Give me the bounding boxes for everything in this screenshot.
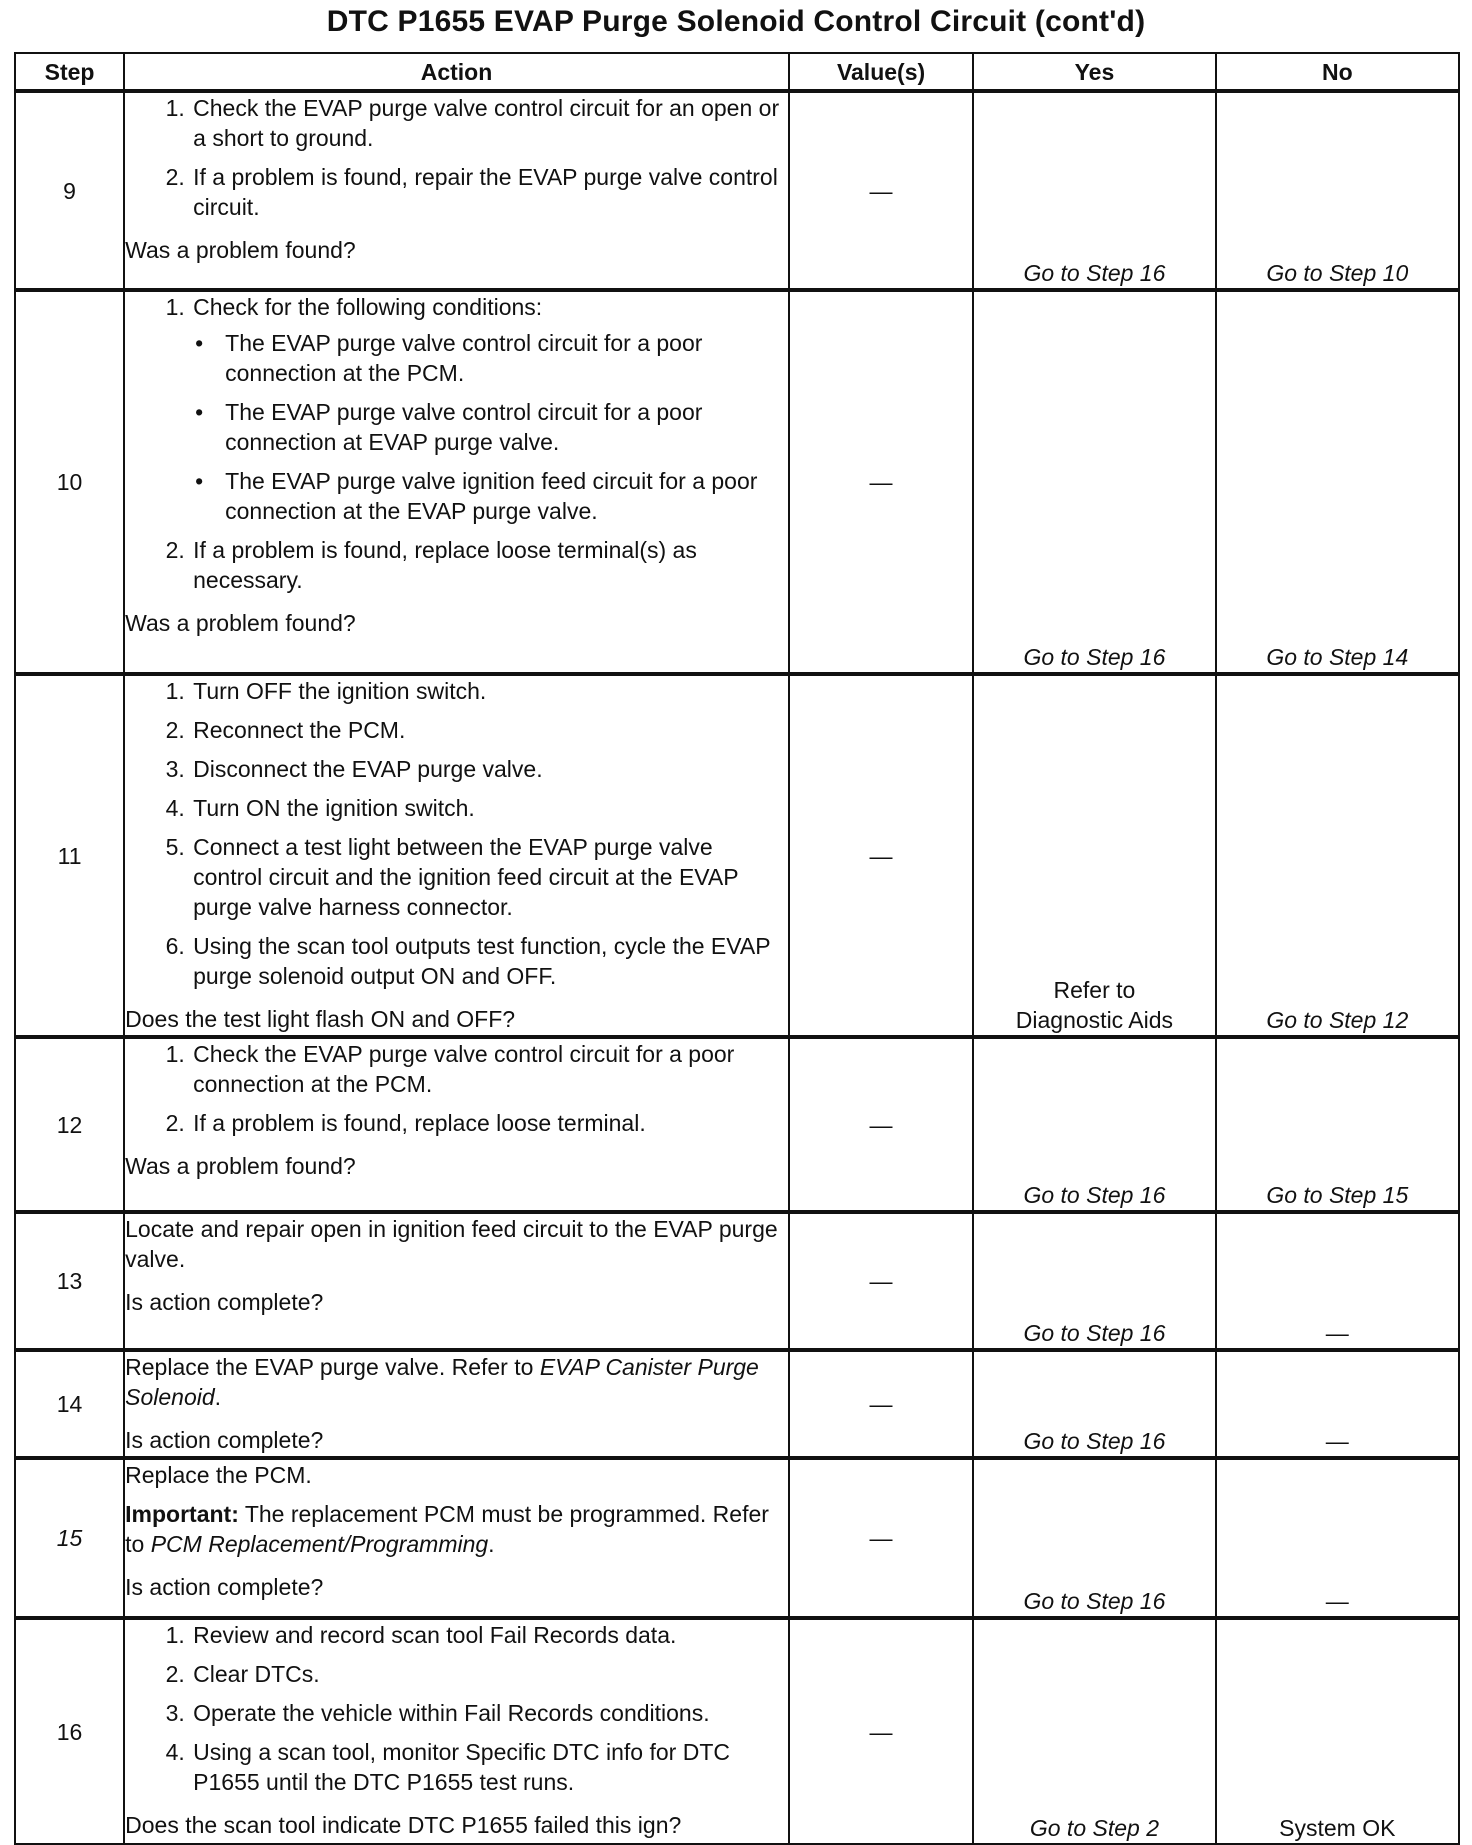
- yes-cell: [973, 1350, 1215, 1458]
- action-steps: [125, 292, 788, 604]
- yes-cell: [973, 1618, 1215, 1844]
- action-step: 2. If a problem is found, replace loose terminal(s) as necessary.: [191, 535, 788, 595]
- condition-item: • The EVAP purge valve ignition feed circuit for a poor connection at the EVAP purge valve.: [225, 466, 788, 526]
- no-cell: [1216, 290, 1459, 674]
- action-question: Is action complete?: [125, 1427, 324, 1453]
- action-steps: [125, 1039, 788, 1147]
- action-step: [191, 292, 788, 526]
- action-question: Was a problem found?: [125, 1153, 356, 1179]
- value-cell: —: [789, 1618, 973, 1844]
- action-step: 2. Reconnect the PCM.: [191, 715, 788, 745]
- action-question: Is action complete?: [125, 1574, 324, 1600]
- action-step: 3. Disconnect the EVAP purge valve.: [191, 754, 788, 784]
- no-cell: —: [1216, 1458, 1459, 1618]
- step-number: 10: [15, 290, 124, 674]
- table-row: [15, 1618, 1459, 1844]
- yes-goto: Go to Step 2: [1029, 1815, 1159, 1841]
- value-cell: —: [789, 1212, 973, 1350]
- action-text-post: .: [214, 1384, 222, 1410]
- action-cell: [124, 1350, 789, 1458]
- action-cell: [124, 1212, 789, 1350]
- value-cell: —: [789, 1458, 973, 1618]
- important-note: [125, 1499, 788, 1559]
- yes-goto: Go to Step 16: [1023, 1182, 1166, 1208]
- yes-goto: Go to Step 16: [1023, 1588, 1166, 1614]
- action-question: Was a problem found?: [125, 237, 356, 263]
- header-yes: Yes: [973, 53, 1215, 91]
- value-cell: —: [789, 91, 973, 290]
- action-step: 1. Review and record scan tool Fail Records data.: [191, 1620, 788, 1650]
- step-number: 11: [15, 674, 124, 1037]
- table-row: [15, 91, 1459, 290]
- no-cell: —: [1216, 1212, 1459, 1350]
- value-cell: —: [789, 1350, 973, 1458]
- action-step: 2. If a problem is found, replace loose terminal.: [191, 1108, 788, 1138]
- yes-goto: Go to Step 16: [1023, 644, 1166, 670]
- procedure-reference: PCM Replacement/Programming: [150, 1531, 489, 1557]
- action-question: Was a problem found?: [125, 610, 356, 636]
- yes-goto: Go to Step 16: [1023, 260, 1166, 286]
- yes-cell: [973, 290, 1215, 674]
- page-title: DTC P1655 EVAP Purge Solenoid Control Circuit (cont'd): [326, 5, 1146, 38]
- no-cell: [1216, 674, 1459, 1037]
- action-step: 4. Turn ON the ignition switch.: [191, 793, 788, 823]
- action-step: 5. Connect a test light between the EVAP purge valve control circuit and the ignition feed circuit at the EVAP purge valve harness connector.: [191, 832, 788, 922]
- action-text: Locate and repair open in ignition feed circuit to the EVAP purge valve.: [125, 1216, 778, 1272]
- no-cell: [1216, 91, 1459, 290]
- step-number: 14: [15, 1350, 124, 1458]
- no-goto: Go to Step 14: [1266, 644, 1409, 670]
- condition-item: • The EVAP purge valve control circuit for a poor connection at EVAP purge valve.: [225, 397, 788, 457]
- action-cell: [124, 674, 789, 1037]
- header-no: No: [1216, 53, 1459, 91]
- yes-cell: [973, 674, 1215, 1037]
- yes-cell: [973, 1037, 1215, 1212]
- no-cell: —: [1216, 1350, 1459, 1458]
- action-cell: [124, 1618, 789, 1844]
- action-question: Is action complete?: [125, 1289, 324, 1315]
- no-goto: Go to Step 10: [1266, 260, 1409, 286]
- action-text: [125, 1352, 788, 1412]
- yes-goto: Go to Step 16: [1023, 1320, 1166, 1346]
- header-step: Step: [15, 53, 124, 91]
- diagnostic-table: [14, 52, 1460, 1845]
- action-step: 2. Clear DTCs.: [191, 1659, 788, 1689]
- important-text: The replacement PCM must be programmed. Refer to: [125, 1501, 769, 1557]
- action-cell: [124, 290, 789, 674]
- no-cell: [1216, 1037, 1459, 1212]
- yes-cell: [973, 1458, 1215, 1618]
- action-step: 2. If a problem is found, repair the EVAP purge valve control circuit.: [191, 162, 788, 222]
- action-steps: [125, 93, 788, 231]
- action-question: Does the test light flash ON and OFF?: [125, 1006, 516, 1032]
- step-number: 16: [15, 1618, 124, 1844]
- yes-ref-line1: Refer to: [1053, 977, 1136, 1003]
- action-step: 1. Check the EVAP purge valve control circuit for a poor connection at the PCM.: [191, 1039, 788, 1099]
- value-cell: —: [789, 290, 973, 674]
- yes-ref-line2: Diagnostic Aids: [1015, 1007, 1174, 1033]
- action-text: Replace the PCM.: [125, 1462, 312, 1488]
- important-text-post: .: [488, 1531, 495, 1557]
- value-cell: —: [789, 1037, 973, 1212]
- table-row: [15, 1458, 1459, 1618]
- yes-cell: [973, 1212, 1215, 1350]
- header-action: Action: [124, 53, 789, 91]
- action-step: 4. Using a scan tool, monitor Specific DTC info for DTC P1655 until the DTC P1655 test runs.: [191, 1737, 788, 1797]
- action-step-text: Check for the following conditions:: [193, 294, 543, 320]
- action-text-pre: Replace the EVAP purge valve. Refer to: [125, 1354, 540, 1380]
- step-number: 15: [15, 1458, 124, 1618]
- table-row: [15, 290, 1459, 674]
- action-cell: [124, 1037, 789, 1212]
- table-row: [15, 1350, 1459, 1458]
- action-steps: [125, 1620, 788, 1806]
- no-goto: Go to Step 15: [1266, 1182, 1409, 1208]
- action-step: 1. Turn OFF the ignition switch.: [191, 676, 788, 706]
- no-goto: Go to Step 12: [1266, 1007, 1409, 1033]
- condition-item: • The EVAP purge valve control circuit for a poor connection at the PCM.: [225, 328, 788, 388]
- important-label: Important:: [125, 1501, 239, 1527]
- procedure-reference: EVAP Canister Purge Solenoid: [125, 1354, 759, 1410]
- action-step: 6. Using the scan tool outputs test function, cycle the EVAP purge solenoid output ON and OFF.: [191, 931, 788, 991]
- action-step: 1. Check the EVAP purge valve control circuit for an open or a short to ground.: [191, 93, 788, 153]
- action-cell: [124, 1458, 789, 1618]
- condition-list: [193, 328, 788, 526]
- header-row: [15, 53, 1459, 91]
- no-cell: System OK: [1216, 1618, 1459, 1844]
- table-row: [15, 674, 1459, 1037]
- action-steps: [125, 676, 788, 1000]
- table-row: [15, 1212, 1459, 1350]
- action-question: Does the scan tool indicate DTC P1655 failed this ign?: [125, 1812, 682, 1838]
- table-row: [15, 1037, 1459, 1212]
- action-cell: [124, 91, 789, 290]
- yes-goto: Go to Step 16: [1023, 1428, 1166, 1454]
- step-number: 13: [15, 1212, 124, 1350]
- value-cell: —: [789, 674, 973, 1037]
- header-values: Value(s): [789, 53, 973, 91]
- step-number: 12: [15, 1037, 124, 1212]
- action-step: 3. Operate the vehicle within Fail Records conditions.: [191, 1698, 788, 1728]
- step-number: 9: [15, 91, 124, 290]
- yes-cell: [973, 91, 1215, 290]
